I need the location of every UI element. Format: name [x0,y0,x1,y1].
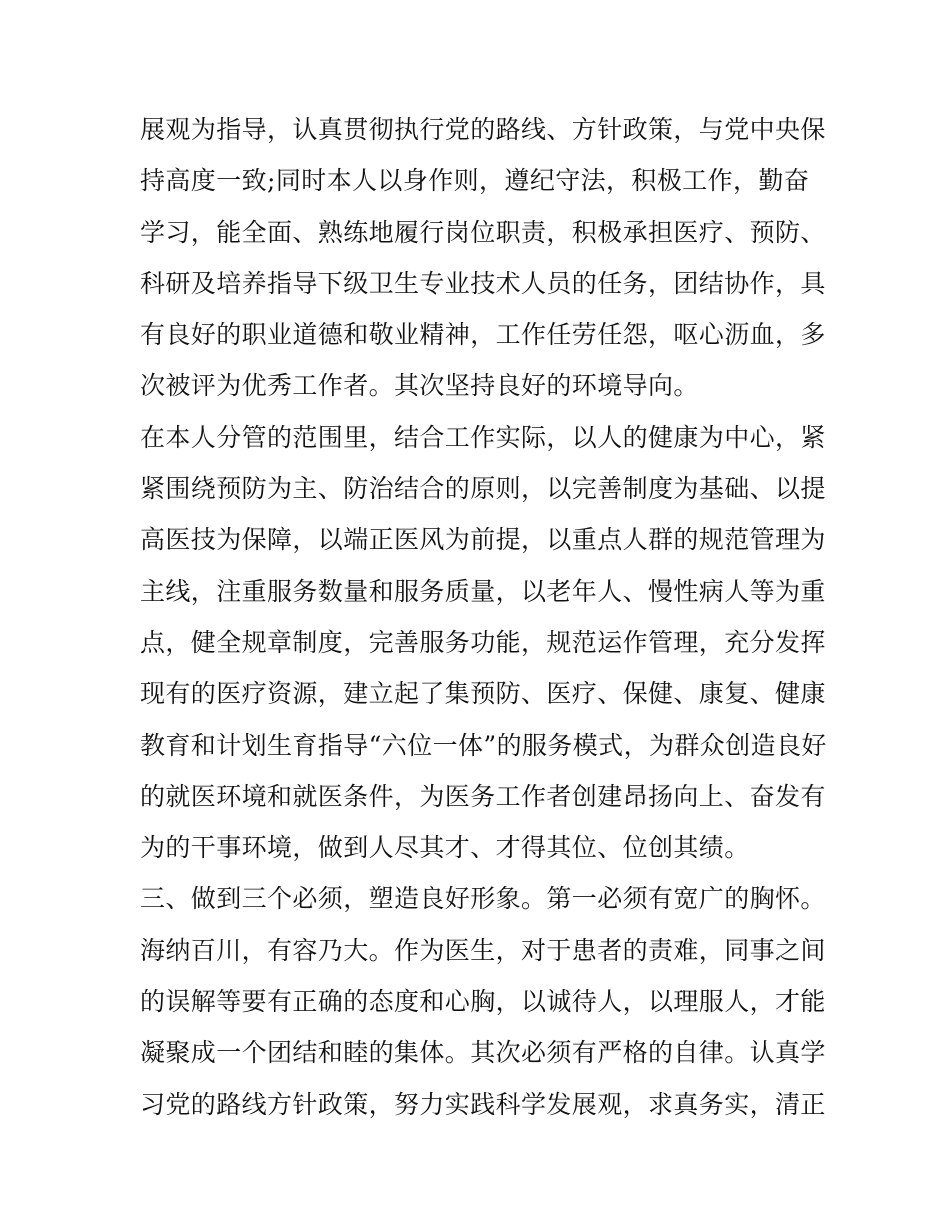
document-body [140,104,830,1130]
text-line: 教育和计划生育指导“六位一体”的服务模式，为群众创造良好 [140,730,827,760]
text-line: 现有的医疗资源，建立起了集预防、医疗、保健、康复、健康 [140,679,826,709]
text-line: 三、做到三个必须，塑造良好形象。第一必须有宽广的胸怀。 [140,884,826,914]
text-line: 为的干事环境，做到人尽其才、才得其位、位创其绩。 [140,833,750,863]
text-line: 次被评为优秀工作者。其次坚持良好的环境导向。 [140,371,699,401]
text-line: 的就医环境和就医条件，为医务工作者创建昂扬向上、奋发有 [140,781,826,811]
text-line: 高医技为保障，以端正医风为前提，以重点人群的规范管理为 [140,525,826,555]
text-line: 凝聚成一个团结和睦的集体。其次必须有严格的自律。认真学 [140,1038,826,1068]
text-line: 持高度一致;同时本人以身作则，遵纪守法，积极工作，勤奋 [140,166,810,196]
text-line: 主线，注重服务数量和服务质量，以老年人、慢性病人等为重 [140,576,826,606]
text-line: 的误解等要有正确的态度和心胸，以诚待人，以理服人，才能 [140,987,826,1017]
text-line: 紧围绕预防为主、防治结合的原则，以完善制度为基础、以提 [140,474,826,504]
text-line: 有良好的职业道德和敬业精神，工作任劳任怨，呕心沥血，多 [140,320,826,350]
text-line: 在本人分管的范围里，结合工作实际，以人的健康为中心，紧 [140,422,826,452]
text-line: 海纳百川，有容乃大。作为医生，对于患者的责难，同事之间 [140,935,826,965]
text-line: 展观为指导，认真贯彻执行党的路线、方针政策，与党中央保 [140,115,826,144]
text-line: 学习，能全面、熟练地履行岗位职责，积极承担医疗、预防、 [140,217,826,247]
text-line: 点，健全规章制度，完善服务功能，规范运作管理，充分发挥 [140,627,826,657]
text-line: 科研及培养指导下级卫生专业技术人员的任务，团结协作，具 [140,268,826,298]
text-line: 习党的路线方针政策，努力实践科学发展观，求真务实，清正 [140,1089,826,1119]
